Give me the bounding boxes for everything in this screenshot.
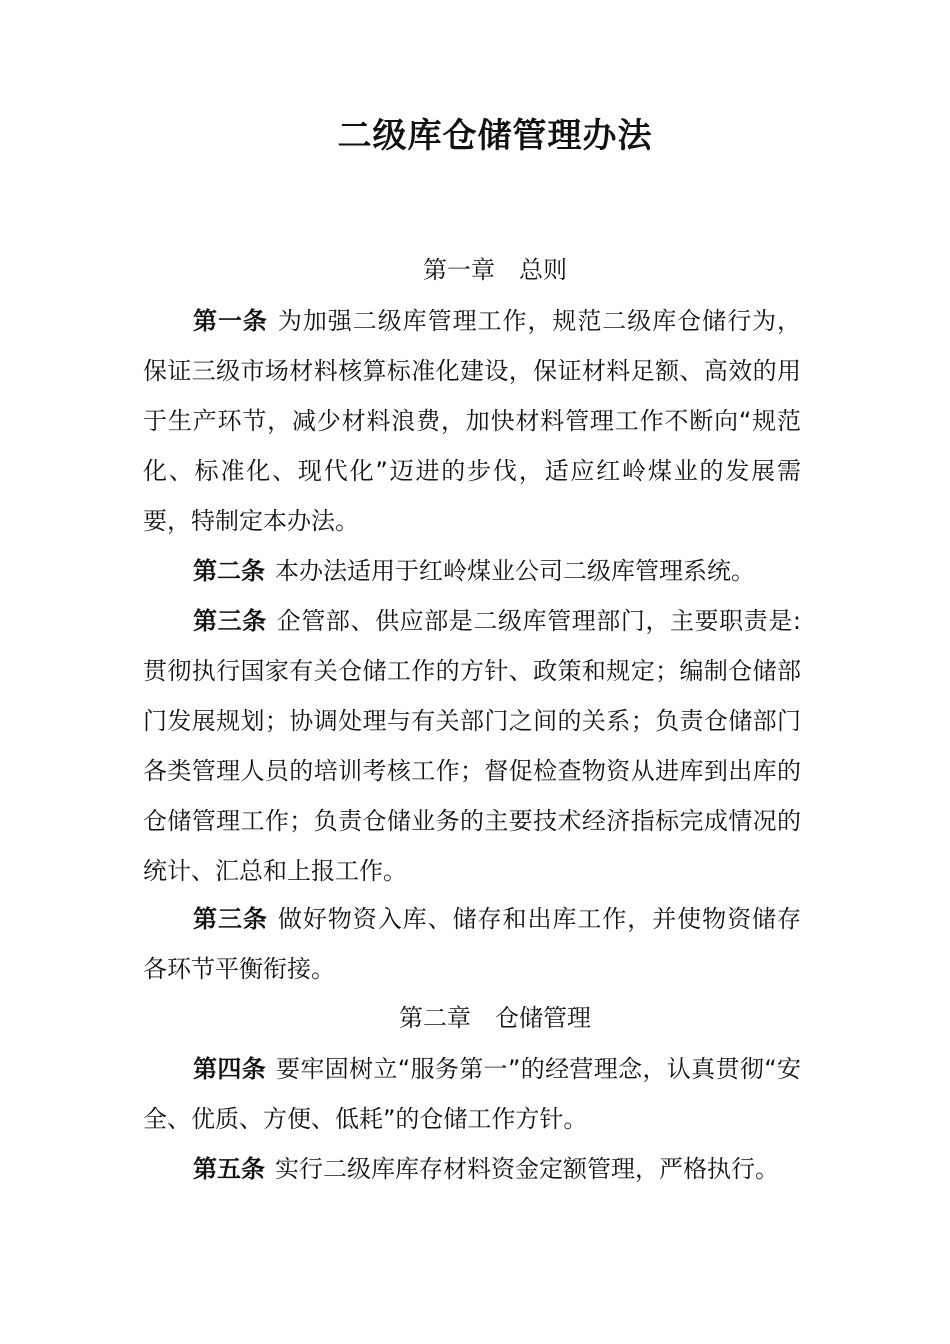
article-text: 做好物资入库、储存和出库工作，并使物资储存各环节平衡衔接。 xyxy=(143,905,802,983)
article-label: 第二条 xyxy=(193,557,265,585)
article-label: 第四条 xyxy=(193,1055,267,1083)
article-paragraph xyxy=(143,1044,801,1144)
article-label: 第三条 xyxy=(193,607,267,635)
article-text: 为加强二级库管理工作，规范二级库仓储行为，保证三级市场材料核算标准化建设，保证材料足额、高效的用于生产环节，减少材料浪费，加快材料管理工作不断向“规范化、标准化、现代化”迈进的步伐，适应红岭煤业的发展需要，特制定本办法。 xyxy=(143,307,802,535)
article-text: 要牢固树立“服务第一”的经营理念，认真贯彻“安全、优质、方便、低耗”的仓储工作方针。 xyxy=(143,1055,801,1133)
chapter-1-heading: 第一章 总则 xyxy=(423,256,567,284)
document-title: 二级库仓储管理办法 xyxy=(337,116,653,156)
article-label: 第五条 xyxy=(193,1155,265,1183)
article-paragraph xyxy=(143,546,801,596)
article-paragraph xyxy=(143,894,801,994)
article-label: 第一条 xyxy=(193,307,268,335)
article-text: 企管部、供应部是二级库管理部门，主要职责是: 贯彻执行国家有关仓储工作的方针、政策和规定；编制仓储部门发展规划；协调处理与有关部门之间的关系；负责仓储部门各类管理人员的培训考核工作；督促检查物资从进库到出库的仓储管理工作；负责仓储业务的主要技术经济指标完成情况的统计、汇总和上报工作。 xyxy=(143,607,802,885)
chapter-2-heading: 第二章 仓储管理 xyxy=(399,1004,591,1032)
article-text: 本办法适用于红岭煤业公司二级库管理系统。 xyxy=(275,557,755,585)
article-text: 实行二级库库存材料资金定额管理，严格执行。 xyxy=(275,1155,779,1183)
article-paragraph xyxy=(143,296,801,546)
article-paragraph xyxy=(143,1144,801,1194)
article-label: 第三条 xyxy=(193,905,268,933)
article-paragraph xyxy=(143,596,801,896)
